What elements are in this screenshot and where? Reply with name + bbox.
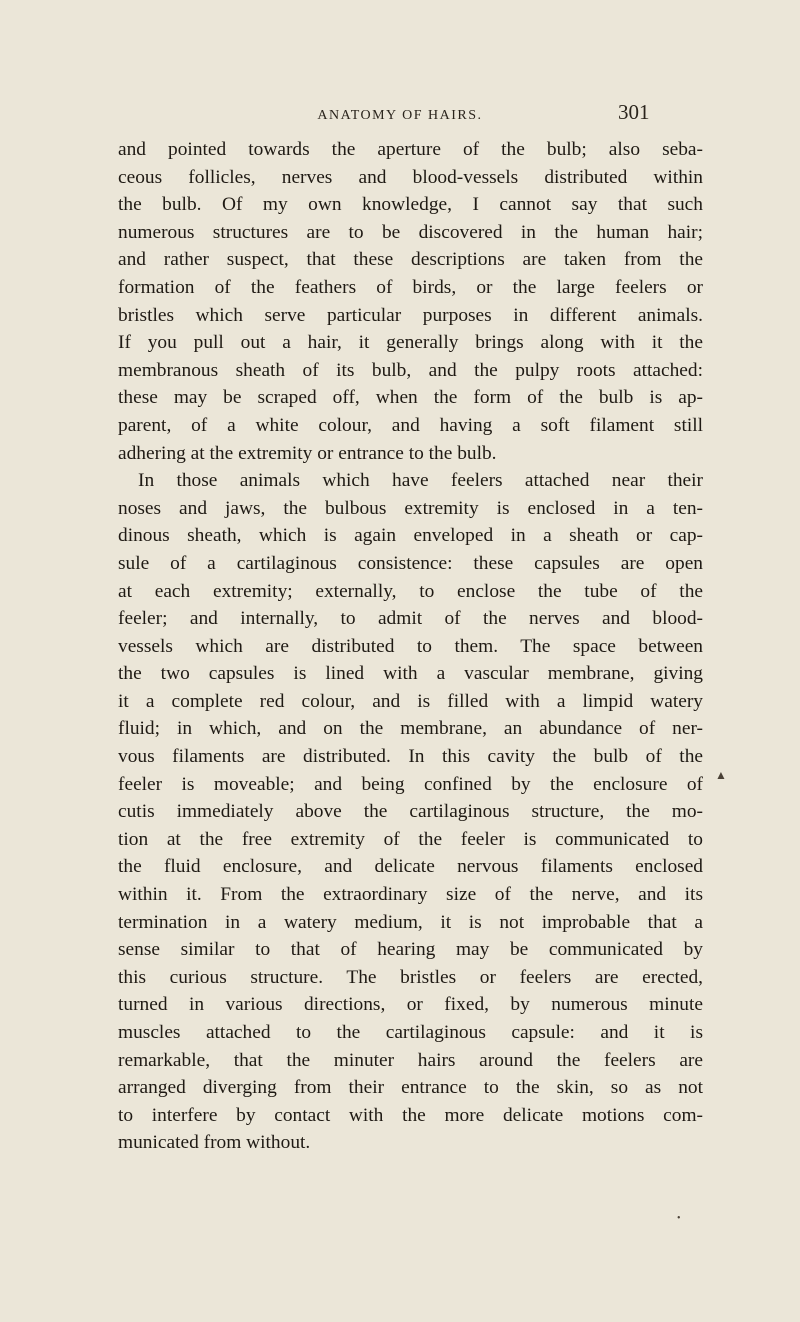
text-line: and rather suspect, that these descriptions are taken from the — [118, 249, 703, 271]
text-line: these may be scraped off, when the form of the bulb is ap- — [118, 387, 703, 409]
text-line: vous filaments are distributed. In this cavity the bulb of the — [118, 746, 703, 768]
running-title: ANATOMY OF HAIRS. — [317, 108, 483, 123]
text-line: the fluid enclosure, and delicate nervous filaments enclosed — [118, 856, 703, 878]
text-line: parent, of a white colour, and having a soft filament still — [118, 414, 703, 436]
text-line: membranous sheath of its bulb, and the pulpy roots attached: — [118, 359, 703, 381]
text-line: numerous structures are to be discovered in the human hair; — [118, 221, 703, 243]
text-line: to interfere by contact with the more delicate motions com- — [118, 1104, 703, 1126]
paragraph-start-line: In those animals which have feelers attached near their — [138, 470, 703, 492]
text-line: fluid; in which, and on the membrane, an abundance of ner- — [118, 718, 703, 740]
text-line: within it. From the extraordinary size of the nerve, and its — [118, 884, 703, 906]
text-line: cutis immediately above the cartilaginous structure, the mo- — [118, 801, 703, 823]
ink-speck: • — [677, 1213, 681, 1224]
text-line: termination in a watery medium, it is not improbable that a — [118, 911, 703, 933]
text-line: it a complete red colour, and is filled with a limpid watery — [118, 690, 703, 712]
text-line: the bulb. Of my own knowledge, I cannot say that such — [118, 194, 703, 216]
text-line: tion at the free extremity of the feeler is communicated to — [118, 828, 703, 850]
text-line: If you pull out a hair, it generally brings along with it the — [118, 332, 703, 354]
text-line: sense similar to that of hearing may be communicated by — [118, 939, 703, 961]
text-line: feeler is moveable; and being confined by the enclosure of — [118, 773, 703, 795]
text-line: the two capsules is lined with a vascular membrane, giving — [118, 663, 703, 685]
text-line: and pointed towards the aperture of the bulb; also seba- — [118, 139, 703, 160]
text-line: turned in various directions, or fixed, by numerous minute — [118, 994, 703, 1016]
text-line: adhering at the extremity or entrance to the bulb. — [118, 442, 497, 464]
text-line: this curious structure. The bristles or feelers are erected, — [118, 966, 703, 988]
text-line: sule of a cartilaginous consistence: these capsules are open — [118, 552, 703, 574]
text-line: noses and jaws, the bulbous extremity is enclosed in a ten- — [118, 497, 703, 519]
text-line: municated from without. — [118, 1132, 311, 1154]
text-line: feeler; and internally, to admit of the nerves and blood- — [118, 608, 703, 630]
text-line: remarkable, that the minuter hairs around the feelers are — [118, 1049, 703, 1071]
text-line: muscles attached to the cartilaginous capsule: and it is — [118, 1022, 703, 1043]
margin-mark: ▲ — [715, 768, 727, 782]
body-text — [118, 136, 703, 1157]
text-line: ceous follicles, nerves and blood-vessels distributed within — [118, 166, 703, 188]
text-line: arranged diverging from their entrance to the skin, so as not — [118, 1077, 703, 1099]
text-line: formation of the feathers of birds, or the large feelers or — [118, 276, 703, 298]
text-line: bristles which serve particular purposes in different animals. — [118, 304, 703, 326]
page-number: 301 — [618, 100, 650, 124]
text-line: vessels which are distributed to them. The space between — [118, 635, 703, 657]
text-line: dinous sheath, which is again enveloped in a sheath or cap- — [118, 525, 703, 547]
text-line: at each extremity; externally, to enclose the tube of the — [118, 580, 703, 602]
